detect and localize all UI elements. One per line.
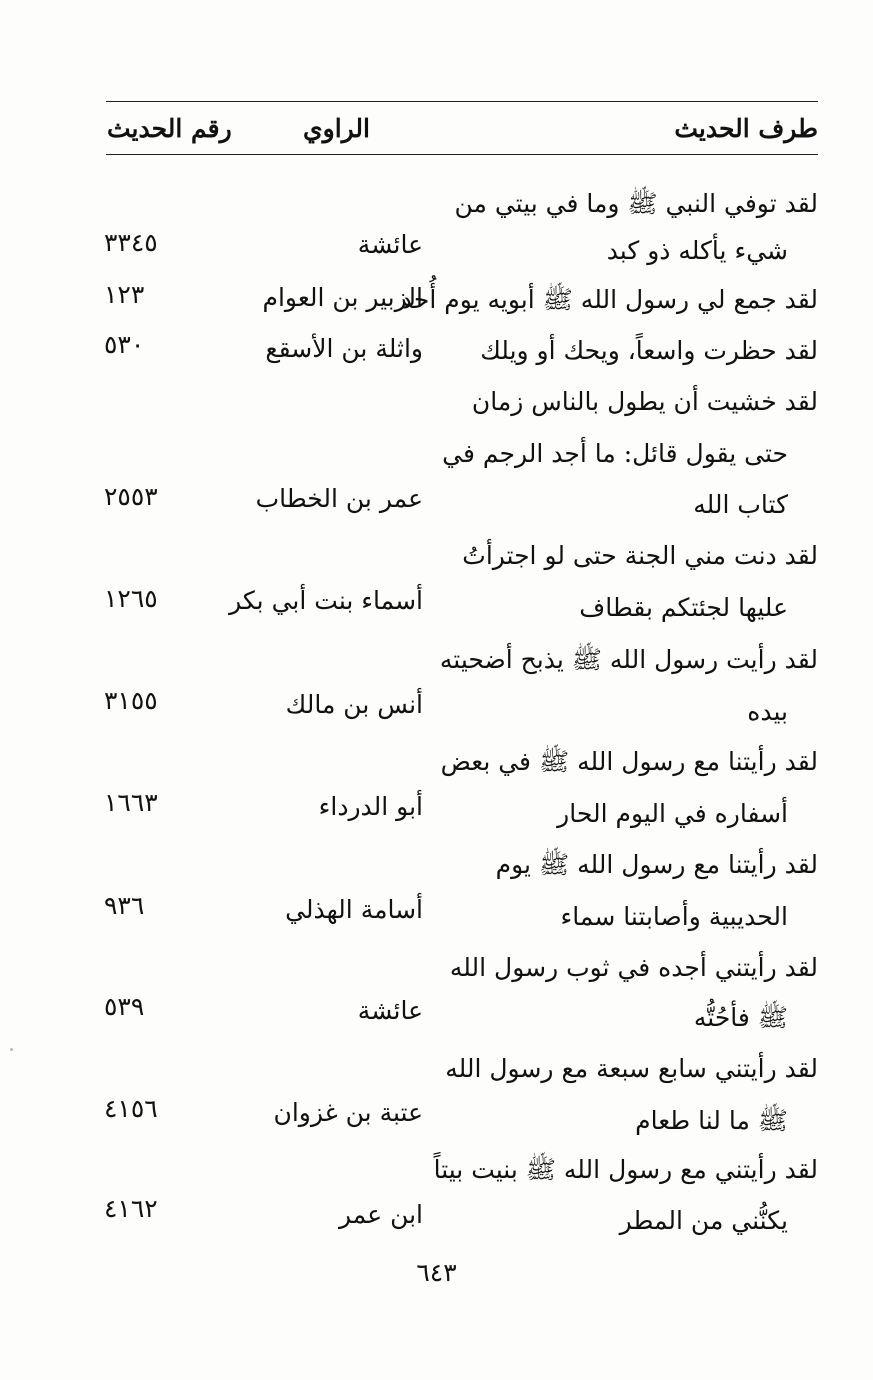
hadith-number: ١٦٦٣ xyxy=(104,788,158,817)
top-rule xyxy=(106,101,818,102)
hadith-line: أسفاره في اليوم الحار xyxy=(557,799,788,828)
hadith-line: لقد حظرت واسعاً، ويحك أو ويلك xyxy=(480,336,818,365)
narrator: عمر بن الخطاب xyxy=(255,484,423,513)
scan-speck xyxy=(10,1048,13,1051)
hadith-line: ﷺ فأحُتُّه xyxy=(693,1003,788,1032)
hadith-line: بيده xyxy=(747,697,788,726)
hadith-line: لقد رأيتنا مع رسول الله ﷺ في بعض xyxy=(440,747,818,776)
hadith-line: الحديبية وأصابتنا سماء xyxy=(560,902,788,931)
narrator: عتبة بن غزوان xyxy=(273,1098,423,1127)
hadith-number: ٣١٥٥ xyxy=(104,686,158,715)
hadith-number: ٤١٥٦ xyxy=(104,1094,158,1123)
narrator: ابن عمر xyxy=(338,1200,423,1229)
page-number: ٦٤٣ xyxy=(416,1258,457,1287)
narrator: عائشة xyxy=(357,230,423,259)
hadith-line: ﷺ ما لنا طعام xyxy=(635,1106,788,1135)
hadith-line: لقد رأيتني أجده في ثوب رسول الله xyxy=(449,953,818,982)
header-narrator: الراوي xyxy=(303,114,370,143)
hadith-line: لقد خشيت أن يطول بالناس زمان xyxy=(471,387,818,416)
hadith-line: لقد جمع لي رسول الله ﷺ أبويه يوم أُحد xyxy=(400,285,818,314)
narrator: الزبير بن العوام xyxy=(262,283,423,312)
hadith-number: ٩٣٦ xyxy=(104,891,145,920)
hadith-line: كتاب الله xyxy=(693,490,788,519)
hadith-line: شيء يأكله ذو كبد xyxy=(606,236,788,265)
header-hadith: طرف الحديث xyxy=(674,114,818,143)
narrator: واثلة بن الأسقع xyxy=(265,334,423,363)
hadith-number: ٥٣٠ xyxy=(104,330,145,359)
hadith-line: حتى يقول قائل: ما أجد الرجم في xyxy=(442,439,788,468)
narrator: أبو الدرداء xyxy=(318,792,423,821)
hadith-line: لقد رأيتني مع رسول الله ﷺ بنيت بيتاً xyxy=(433,1155,818,1184)
header-number: رقم الحديث xyxy=(107,114,232,143)
hadith-line: لقد توفي النبي ﷺ وما في بيتي من xyxy=(454,189,818,218)
narrator: أنس بن مالك xyxy=(285,690,423,719)
hadith-number: ١٢٦٥ xyxy=(104,584,158,613)
hadith-line: عليها لجئتكم بقطاف xyxy=(579,593,788,622)
hadith-line: لقد رأيتنا مع رسول الله ﷺ يوم xyxy=(495,850,818,879)
hadith-line: لقد رأيتني سابع سبعة مع رسول الله xyxy=(445,1054,818,1083)
narrator: أسامة الهذلي xyxy=(285,895,423,924)
narrator: أسماء بنت أبي بكر xyxy=(229,586,423,615)
hadith-line: يكنُّني من المطر xyxy=(619,1206,788,1235)
hadith-number: ٤١٦٢ xyxy=(104,1194,158,1223)
hadith-number: ٣٣٤٥ xyxy=(104,228,158,257)
hadith-line: لقد دنت مني الجنة حتى لو اجترأتُ xyxy=(462,541,818,570)
header-rule xyxy=(106,154,818,155)
narrator: عائشة xyxy=(357,996,423,1025)
hadith-line: لقد رأيت رسول الله ﷺ يذبح أضحيته xyxy=(439,645,818,674)
hadith-number: ١٢٣ xyxy=(104,280,145,309)
hadith-number: ٢٥٥٣ xyxy=(104,482,158,511)
hadith-number: ٥٣٩ xyxy=(104,992,145,1021)
